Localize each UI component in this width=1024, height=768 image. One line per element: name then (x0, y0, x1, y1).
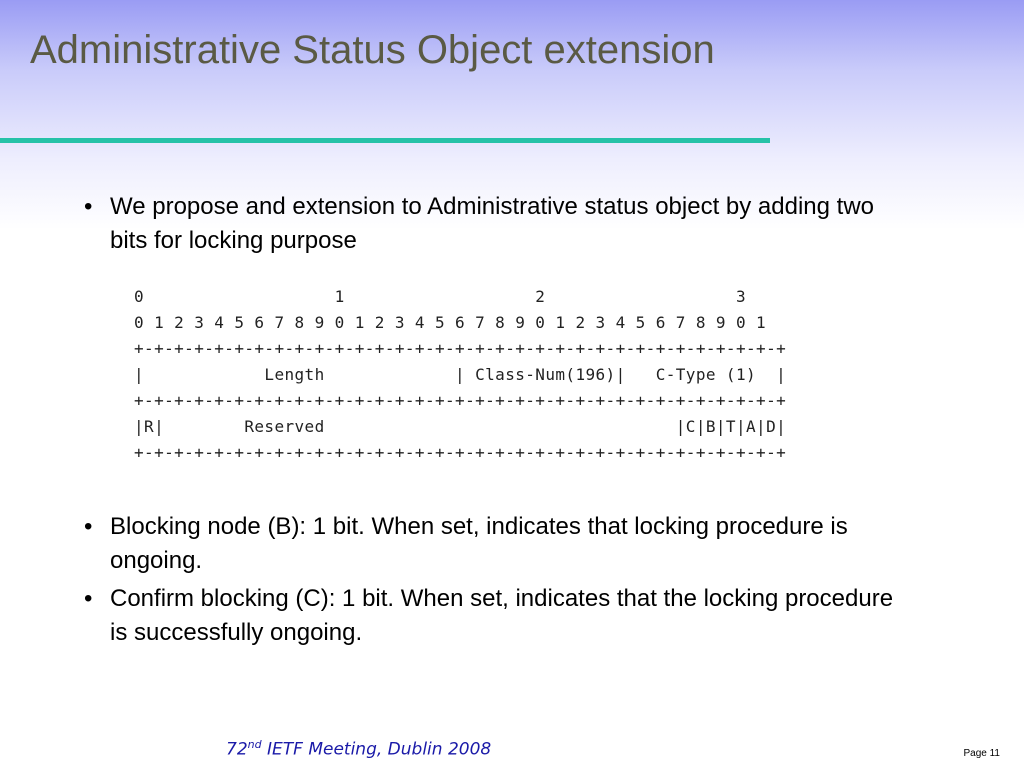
bullet-item: • We propose and extension to Administrative status object by adding two bits for locking purpose (80, 190, 910, 258)
flags-fields-row: |R| Reserved |C|B|T|A|D| (134, 417, 787, 436)
slide-title: Administrative Status Object extension (30, 28, 715, 72)
header-fields-row: | Length | Class-Num(196)| C-Type (1) | (134, 365, 787, 384)
diagram-border-row: +-+-+-+-+-+-+-+-+-+-+-+-+-+-+-+-+-+-+-+-+-+-+-+-+-+-+-+-+-+-+-+-+ (134, 443, 787, 462)
title-divider (0, 138, 770, 143)
footer-number: 72 (226, 739, 248, 760)
diagram-border-row: +-+-+-+-+-+-+-+-+-+-+-+-+-+-+-+-+-+-+-+-+-+-+-+-+-+-+-+-+-+-+-+-+ (134, 391, 787, 410)
bullet-item: • Blocking node (B): 1 bit. When set, indicates that locking procedure is ongoing. (80, 510, 910, 578)
diagram-border-row: +-+-+-+-+-+-+-+-+-+-+-+-+-+-+-+-+-+-+-+-+-+-+-+-+-+-+-+-+-+-+-+-+ (134, 339, 787, 358)
footer-meeting (226, 738, 491, 760)
bullet-list-bottom (80, 510, 910, 654)
bit-position-tens-row: 0 1 2 3 (134, 287, 747, 306)
footer-ordinal: nd (247, 738, 262, 751)
bullet-list-top (80, 190, 910, 262)
bit-position-units-row: 0 1 2 3 4 5 6 7 8 9 0 1 2 3 4 5 6 7 8 9 0 1 2 3 4 5 6 7 8 9 0 1 (134, 313, 767, 332)
packet-format-diagram (134, 284, 786, 466)
footer-text: IETF Meeting, Dublin 2008 (261, 739, 492, 760)
page-number: Page 11 (963, 748, 1000, 759)
bullet-item: • Confirm blocking (C): 1 bit. When set, indicates that the locking procedure is successfully ongoing. (80, 582, 910, 650)
